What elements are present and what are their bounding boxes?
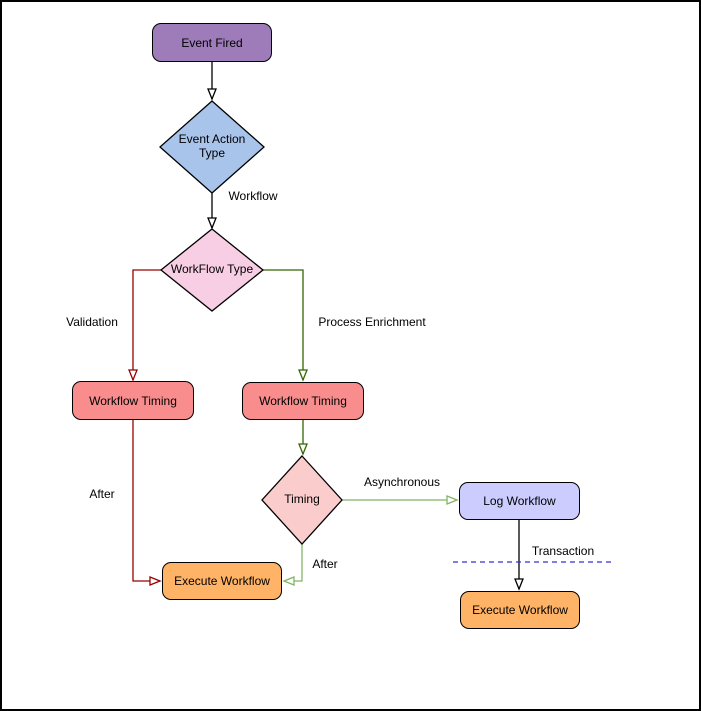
node-workflow-timing-validation bbox=[72, 381, 194, 420]
edge-label-process-enrichment: Process Enrichment bbox=[318, 315, 426, 329]
node-event-fired bbox=[152, 23, 272, 62]
node-label: Log Workflow bbox=[483, 494, 556, 508]
edge-after-timing bbox=[284, 544, 302, 581]
node-workflow-type-label: WorkFlow Type bbox=[170, 262, 254, 277]
edge-label-validation: Validation bbox=[66, 315, 118, 329]
node-execute-workflow-main bbox=[162, 562, 282, 600]
node-execute-workflow-async bbox=[460, 591, 580, 629]
flowchart-connectors bbox=[2, 2, 699, 709]
node-log-workflow bbox=[459, 482, 580, 520]
node-label: Workflow Timing bbox=[259, 394, 347, 408]
edge-label-workflow: Workflow bbox=[228, 189, 278, 203]
edge-label-after-timing: After bbox=[312, 557, 338, 571]
edge-label-after-validation: After bbox=[89, 487, 115, 501]
edge-validation bbox=[133, 270, 161, 380]
node-label: Workflow Timing bbox=[89, 393, 177, 408]
node-workflow-timing-process bbox=[242, 382, 364, 420]
node-event-action-type-label: Event Action Type bbox=[178, 132, 246, 160]
node-timing-label: Timing bbox=[284, 492, 320, 507]
edge-process-enrichment bbox=[263, 270, 303, 380]
node-label: Execute Workflow bbox=[174, 574, 270, 588]
edge-label-transaction: Transaction bbox=[531, 544, 595, 558]
node-label: Event Fired bbox=[181, 35, 243, 50]
node-label: Execute Workflow bbox=[472, 603, 568, 617]
edge-label-asynchronous: Asynchronous bbox=[363, 475, 441, 489]
edge-after-validation bbox=[133, 420, 160, 581]
